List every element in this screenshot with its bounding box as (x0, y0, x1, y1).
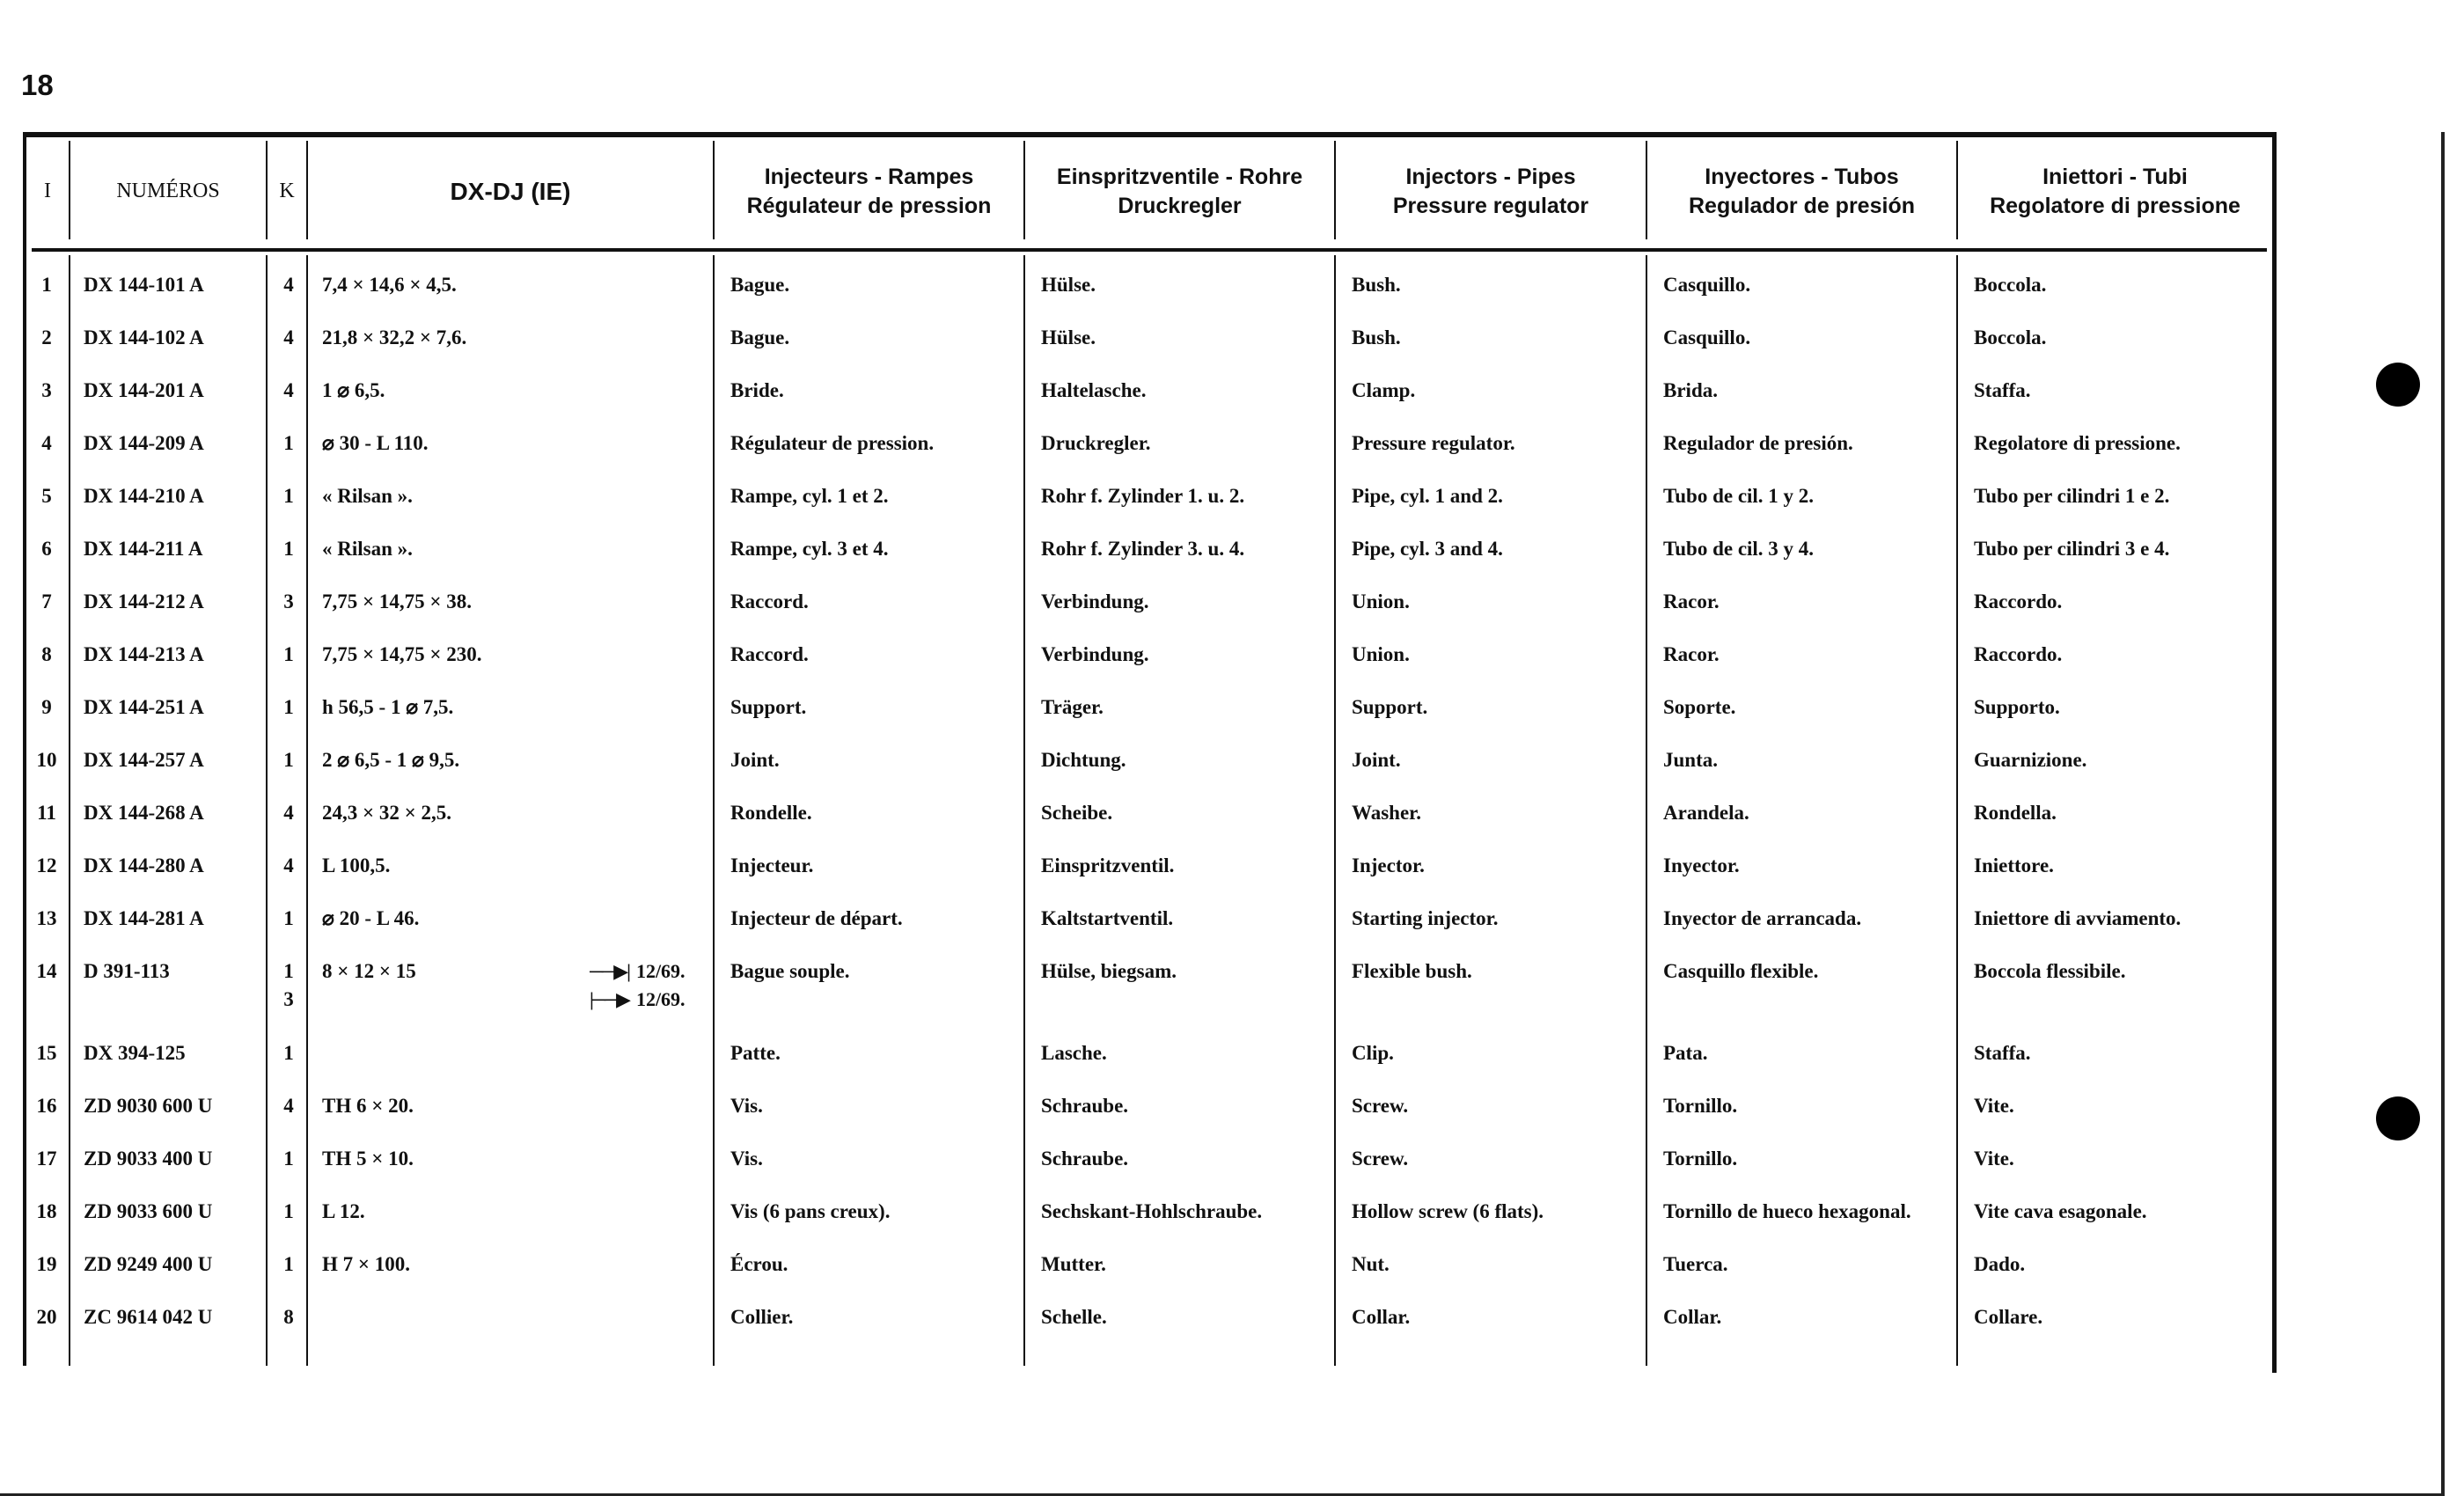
desc-fr: Écrou. (730, 1253, 788, 1275)
desc-es: Brida. (1663, 379, 1718, 401)
desc-de: Mutter. (1041, 1253, 1106, 1275)
header-col-i (26, 145, 69, 238)
desc-en: Pressure regulator. (1352, 432, 1515, 454)
desc-de: Hülse. (1041, 274, 1096, 296)
part-number: DX 144-268 A (84, 802, 204, 824)
desc-it: Raccordo. (1974, 590, 2063, 612)
desc-fr: Vis. (730, 1095, 763, 1117)
desc-en: Pipe, cyl. 1 and 2. (1352, 485, 1503, 507)
row-index: 10 (36, 749, 57, 771)
desc-it: Vite. (1974, 1148, 2014, 1170)
desc-it: Collare. (1974, 1306, 2043, 1328)
row-index: 16 (36, 1095, 57, 1117)
desc-en: Pipe, cyl. 3 and 4. (1352, 538, 1503, 560)
quantity: 1 (283, 485, 294, 507)
part-number: DX 144-209 A (84, 432, 204, 454)
dimensions: 7,75 × 14,75 × 230. (322, 643, 482, 665)
desc-en: Union. (1352, 590, 1410, 612)
table-frame-top (26, 132, 2274, 137)
desc-fr: Support. (730, 696, 807, 718)
table-row (0, 482, 2288, 535)
desc-it: Tubo per cilindri 1 e 2. (1974, 485, 2170, 507)
desc-it: Vite. (1974, 1095, 2014, 1117)
parts-table-body (0, 271, 2288, 1356)
desc-en: Clip. (1352, 1042, 1394, 1064)
desc-en: Joint. (1352, 749, 1401, 771)
dimensions: 24,3 × 32 × 2,5. (322, 802, 451, 824)
header-col-model (308, 145, 713, 238)
date-from-text: 12/69. (635, 988, 686, 1010)
desc-de: Druckregler. (1041, 432, 1151, 454)
part-number: DX 144-210 A (84, 485, 204, 507)
part-number: DX 144-102 A (84, 326, 204, 348)
table-row (0, 377, 2288, 429)
desc-es: Regulador de presión. (1663, 432, 1853, 454)
part-number: DX 144-213 A (84, 643, 204, 665)
table-row (0, 324, 2288, 377)
desc-fr: Bague. (730, 274, 790, 296)
desc-es: Casquillo. (1663, 326, 1751, 348)
desc-en: Collar. (1352, 1306, 1411, 1328)
table-row (0, 693, 2288, 746)
desc-es: Racor. (1663, 590, 1720, 612)
table-row (0, 1250, 2288, 1303)
desc-fr: Rampe, cyl. 3 et 4. (730, 538, 889, 560)
part-number: ZC 9614 042 U (84, 1306, 213, 1328)
quantity: 1 (283, 749, 294, 771)
quantity: 1 (283, 432, 294, 454)
desc-it: Boccola. (1974, 326, 2047, 348)
desc-es: Inyector de arrancada. (1663, 907, 1862, 929)
quantity: 4 (283, 326, 294, 348)
part-number: DX 144-257 A (84, 749, 204, 771)
header-divider (32, 248, 2267, 252)
page-number: 18 (21, 69, 54, 101)
desc-en: Nut. (1352, 1253, 1390, 1275)
header-col-model-text: DX-DJ (IE) (450, 178, 571, 205)
desc-en: Bush. (1352, 274, 1401, 296)
quantity-first: 1 (283, 960, 294, 982)
header-col-numeros-text: NUMÉROS (116, 180, 220, 202)
header-col-fr-line2: Régulateur de pression (746, 193, 992, 218)
desc-es: Tornillo de hueco hexagonal. (1663, 1200, 1911, 1222)
header-col-k (268, 145, 306, 238)
date-range (590, 957, 686, 1014)
date-until (590, 957, 686, 986)
dimensions: ⌀ 20 - L 46. (322, 907, 420, 929)
header-col-es-line1: Inyectores - Tubos (1705, 164, 1899, 189)
desc-it: Boccola. (1974, 274, 2047, 296)
desc-es: Arandela. (1663, 802, 1749, 824)
desc-fr: Raccord. (730, 590, 809, 612)
part-number: DX 394-125 (84, 1042, 186, 1064)
table-row (0, 1303, 2288, 1356)
row-index: 17 (36, 1148, 57, 1170)
part-number: DX 144-101 A (84, 274, 204, 296)
desc-en: Union. (1352, 643, 1410, 665)
desc-it: Boccola flessibile. (1974, 960, 2126, 982)
table-row (0, 957, 2288, 1039)
row-index: 9 (41, 696, 52, 718)
table-row (0, 852, 2288, 905)
row-index: 6 (41, 538, 52, 560)
desc-es: Soporte. (1663, 696, 1736, 718)
desc-es: Pata. (1663, 1042, 1708, 1064)
row-index: 8 (41, 643, 52, 665)
table-row (0, 535, 2288, 588)
desc-fr: Patte. (730, 1042, 781, 1064)
table-row (0, 588, 2288, 641)
desc-fr: Bride. (730, 379, 784, 401)
quantity: 4 (283, 1095, 294, 1117)
desc-it: Rondella. (1974, 802, 2057, 824)
part-number: ZD 9033 600 U (84, 1200, 213, 1222)
table-row (0, 746, 2288, 799)
desc-en: Support. (1352, 696, 1428, 718)
desc-it: Regolatore di pressione. (1974, 432, 2181, 454)
header-col-en-line1: Injectors - Pipes (1405, 164, 1576, 189)
header-col-de (1025, 145, 1334, 238)
header-col-en (1336, 145, 1646, 238)
row-index: 20 (36, 1306, 57, 1328)
desc-it: Dado. (1974, 1253, 2026, 1275)
dimensions: L 100,5. (322, 854, 391, 876)
header-col-en-line2: Pressure regulator (1392, 193, 1589, 218)
desc-de: Hülse. (1041, 326, 1096, 348)
part-number: D 391-113 (84, 960, 170, 982)
date-from (590, 986, 686, 1014)
table-row (0, 1145, 2288, 1198)
quantity: 4 (283, 854, 294, 876)
desc-de: Schraube. (1041, 1095, 1129, 1117)
desc-es: Tubo de cil. 3 y 4. (1663, 538, 1815, 560)
table-row (0, 905, 2288, 957)
quantity: 4 (283, 379, 294, 401)
quantity: 1 (283, 1042, 294, 1064)
desc-de: Schraube. (1041, 1148, 1129, 1170)
row-index: 13 (36, 907, 57, 929)
dimensions: 7,4 × 14,6 × 4,5. (322, 274, 457, 296)
desc-de: Verbindung. (1041, 590, 1149, 612)
desc-de: Verbindung. (1041, 643, 1149, 665)
desc-en: Washer. (1352, 802, 1422, 824)
page-edge-right (2441, 132, 2445, 1496)
header-col-de-line1: Einspritzventile - Rohre (1056, 164, 1303, 189)
part-number: DX 144-280 A (84, 854, 204, 876)
dimensions: 7,75 × 14,75 × 38. (322, 590, 472, 612)
row-index: 2 (41, 326, 52, 348)
quantity: 4 (283, 274, 294, 296)
desc-fr: Injecteur. (730, 854, 814, 876)
header-col-i-text: I (44, 180, 51, 202)
desc-fr: Injecteur de départ. (730, 907, 903, 929)
quantity: 1 (283, 907, 294, 929)
dimensions: 1 ⌀ 6,5. (322, 379, 385, 401)
desc-es: Tornillo. (1663, 1095, 1738, 1117)
desc-en: Screw. (1352, 1148, 1409, 1170)
desc-en: Clamp. (1352, 379, 1416, 401)
desc-es: Tuerca. (1663, 1253, 1728, 1275)
desc-fr: Vis. (730, 1148, 763, 1170)
part-number: DX 144-211 A (84, 538, 203, 560)
desc-fr: Bague. (730, 326, 790, 348)
header-col-es (1647, 145, 1956, 238)
dimensions: 2 ⌀ 6,5 - 1 ⌀ 9,5. (322, 749, 460, 771)
row-index: 15 (36, 1042, 57, 1064)
desc-en: Starting injector. (1352, 907, 1499, 929)
desc-de: Scheibe. (1041, 802, 1113, 824)
table-row (0, 641, 2288, 693)
row-index: 18 (36, 1200, 57, 1222)
quantity: 8 (283, 1306, 294, 1328)
dimensions: « Rilsan ». (322, 485, 413, 507)
desc-de: Rohr f. Zylinder 3. u. 4. (1041, 538, 1245, 560)
desc-de: Dichtung. (1041, 749, 1126, 771)
desc-fr: Régulateur de pression. (730, 432, 935, 454)
desc-fr: Joint. (730, 749, 780, 771)
dimensions: 8 × 12 × 15 (322, 960, 416, 982)
part-number: DX 144-251 A (84, 696, 204, 718)
desc-es: Collar. (1663, 1306, 1722, 1328)
header-col-de-line2: Druckregler (1118, 193, 1242, 218)
desc-it: Iniettore di avviamento. (1974, 907, 2182, 929)
table-row (0, 429, 2288, 482)
binder-hole-top (2376, 363, 2420, 407)
desc-en: Flexible bush. (1352, 960, 1472, 982)
binder-hole-bottom (2376, 1096, 2420, 1140)
header-col-fr (715, 145, 1023, 238)
header-col-es-line2: Regulador de presión (1689, 193, 1915, 218)
desc-de: Einspritzventil. (1041, 854, 1175, 876)
desc-en: Bush. (1352, 326, 1401, 348)
header-col-it (1958, 145, 2272, 238)
quantity: 4 (283, 802, 294, 824)
row-index: 11 (37, 802, 56, 824)
desc-de: Kaltstartventil. (1041, 907, 1174, 929)
desc-es: Casquillo flexible. (1663, 960, 1819, 982)
part-number: ZD 9030 600 U (84, 1095, 213, 1117)
header-col-it-line1: Iniettori - Tubi (2042, 164, 2188, 189)
desc-en: Screw. (1352, 1095, 1409, 1117)
desc-it: Iniettore. (1974, 854, 2054, 876)
quantity: 1 (283, 1200, 294, 1222)
desc-fr: Raccord. (730, 643, 809, 665)
header-col-k-text: K (279, 180, 295, 202)
table-row (0, 1039, 2288, 1092)
table-row (0, 271, 2288, 324)
desc-es: Junta. (1663, 749, 1718, 771)
desc-de: Hülse, biegsam. (1041, 960, 1177, 982)
desc-fr: Rampe, cyl. 1 et 2. (730, 485, 889, 507)
row-index: 14 (36, 960, 57, 982)
arrow-to-bar-icon: ──▶| (590, 960, 629, 982)
dimensions: 21,8 × 32,2 × 7,6. (322, 326, 467, 348)
quantity: 1 (283, 696, 294, 718)
desc-en: Hollow screw (6 flats). (1352, 1200, 1544, 1222)
desc-en: Injector. (1352, 854, 1425, 876)
desc-it: Staffa. (1974, 379, 2031, 401)
desc-it: Guarnizione. (1974, 749, 2087, 771)
row-index: 5 (41, 485, 52, 507)
desc-de: Lasche. (1041, 1042, 1107, 1064)
part-number: ZD 9249 400 U (84, 1253, 213, 1275)
desc-de: Schelle. (1041, 1306, 1107, 1328)
desc-es: Tornillo. (1663, 1148, 1738, 1170)
quantity: 1 (283, 1253, 294, 1275)
quantity: 1 (283, 1148, 294, 1170)
row-index: 4 (41, 432, 52, 454)
desc-it: Staffa. (1974, 1042, 2031, 1064)
row-index: 19 (36, 1253, 57, 1275)
part-number: ZD 9033 400 U (84, 1148, 213, 1170)
desc-de: Rohr f. Zylinder 1. u. 2. (1041, 485, 1245, 507)
date-until-text: 12/69. (635, 960, 686, 982)
desc-fr: Collier. (730, 1306, 794, 1328)
part-number: DX 144-281 A (84, 907, 204, 929)
part-number: DX 144-212 A (84, 590, 204, 612)
dimensions: h 56,5 - 1 ⌀ 7,5. (322, 696, 454, 718)
quantity: 1 (283, 538, 294, 560)
desc-fr: Rondelle. (730, 802, 812, 824)
desc-es: Tubo de cil. 1 y 2. (1663, 485, 1815, 507)
header-col-it-line2: Regolatore di pressione (1990, 193, 2240, 218)
table-row (0, 1092, 2288, 1145)
dimensions: L 12. (322, 1200, 365, 1222)
part-number: DX 144-201 A (84, 379, 204, 401)
dimensions: ⌀ 30 - L 110. (322, 432, 429, 454)
header-col-numeros (70, 145, 266, 238)
desc-it: Vite cava esagonale. (1974, 1200, 2147, 1222)
desc-es: Racor. (1663, 643, 1720, 665)
table-row (0, 799, 2288, 852)
desc-it: Tubo per cilindri 3 e 4. (1974, 538, 2170, 560)
desc-fr: Vis (6 pans creux). (730, 1200, 891, 1222)
row-index: 3 (41, 379, 52, 401)
desc-es: Casquillo. (1663, 274, 1751, 296)
desc-it: Supporto. (1974, 696, 2060, 718)
desc-de: Haltelasche. (1041, 379, 1147, 401)
quantity-second: 3 (283, 988, 294, 1010)
desc-de: Sechskant-Hohlschraube. (1041, 1200, 1263, 1222)
dimensions: TH 6 × 20. (322, 1095, 414, 1117)
table-row (0, 1198, 2288, 1250)
quantity: 1 (283, 643, 294, 665)
desc-es: Inyector. (1663, 854, 1740, 876)
header-col-fr-line1: Injecteurs - Rampes (764, 164, 974, 189)
quantity: 3 (283, 590, 294, 612)
desc-de: Träger. (1041, 696, 1104, 718)
desc-fr: Bague souple. (730, 960, 850, 982)
dimensions: TH 5 × 10. (322, 1148, 414, 1170)
dimensions: H 7 × 100. (322, 1253, 410, 1275)
desc-it: Raccordo. (1974, 643, 2063, 665)
bar-to-arrow-icon: |──▶ (590, 988, 629, 1010)
quantity (269, 957, 308, 1014)
row-index: 12 (36, 854, 57, 876)
row-index: 7 (41, 590, 52, 612)
dimensions: « Rilsan ». (322, 538, 413, 560)
row-index: 1 (41, 274, 52, 296)
